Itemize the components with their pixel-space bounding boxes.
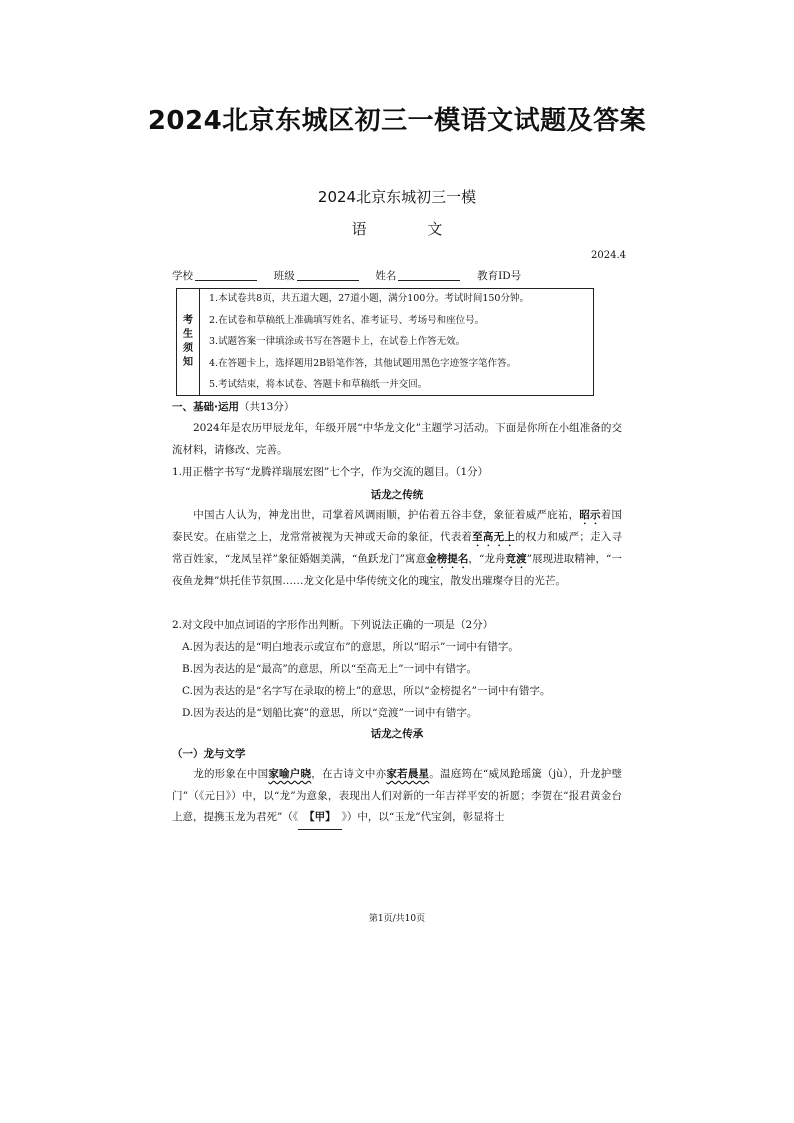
wavy-word-jiayuhuxiao: 家喻户晓 [268, 768, 312, 780]
notice-item: 4.在答题卡上，选择题用2B铅笔作答，其他试题用黑色字迹签字笔作答。 [209, 357, 517, 369]
document-title: 2024北京东城区初三一模语文试题及答案 [147, 106, 647, 136]
dotted-word-zhaoshi: 昭示 [579, 509, 601, 521]
notice-item: 2.在试卷和草稿纸上准确填写姓名、准考证号、考场号和座位号。 [209, 314, 485, 326]
tradition-passage [172, 505, 622, 593]
notice-item: 3.试题答案一律填涂或书写在答题卡上，在试卷上作答无效。 [209, 336, 466, 347]
option-b: B.因为表达的是“最高”的意思，所以“至高无上”一词中有错字。 [182, 663, 478, 675]
subsection-title: （一）龙与文学 [172, 748, 246, 760]
notice-items [209, 292, 589, 400]
edu-id-label: 教育ID号 [477, 270, 522, 282]
heading-tradition: 话龙之传统 [370, 489, 424, 501]
notice-label-char: 知 [183, 357, 193, 368]
passage-text: 着国泰民安。在庙堂之上，龙常常被视为天神或天命的象征，代表着 [172, 509, 623, 543]
passage-text: ，在古诗文中亦 [311, 768, 387, 780]
notice-label-char: 生 [183, 329, 193, 340]
notice-item: 5.考试结束，将本试卷、答题卡和草稿纸一并交回。 [209, 379, 428, 390]
student-info-fields [172, 268, 523, 283]
notice-label [177, 289, 200, 395]
dotted-word-zhigaowushang: 至高无上 [472, 531, 516, 543]
answer-blank-jia: 【甲】 [298, 807, 342, 830]
passage-text: 龙的形象在中国 [193, 768, 269, 780]
option-d: D.因为表达的是“划船比赛”的意思，所以“竞渡”一词中有错字。 [182, 707, 478, 719]
passage-text: ，“龙舟 [468, 553, 506, 565]
class-blank [297, 280, 359, 281]
class-label: 班级 [273, 270, 295, 282]
exam-date: 2024.4 [591, 250, 626, 261]
passage-text: 的权力和威严；走入寻常百姓家，“龙凤呈祥”象征婚姻美满，“鱼跃龙门”寓意 [172, 531, 623, 565]
exam-title: 2024北京东城初三一模 [317, 188, 477, 206]
passage-text: 中国古人认为，神龙出世，司掌着风调雨顺，护佑着五谷丰登，象征着威严庇祐， [193, 509, 580, 521]
intro-text: 2024年是农历甲辰龙年，年级开展“中华龙文化”主题学习活动。下面是你所在小组准备的交流材料，请修改、完善。 [172, 422, 622, 456]
question-2-stem: 2.对文段中加点词语的字形作出判断。下列说法正确的一项是（2分） [172, 619, 494, 631]
intro-paragraph [172, 418, 622, 461]
dotted-word-jingdu: 竞渡 [505, 553, 527, 565]
question-1: 1.用正楷字书写“龙腾祥瑞展宏图”七个字，作为交流的题目。（1分） [172, 466, 489, 478]
dotted-word-jinbangtiming: 金榜提名 [426, 553, 469, 565]
wavy-word-ruochenxing: 家若晨星 [386, 768, 430, 780]
school-blank [195, 280, 257, 281]
literature-passage [172, 764, 622, 830]
option-c: C.因为表达的是“名字写在录取的榜上”的意思，所以“金榜提名”一词中有错字。 [182, 685, 551, 697]
name-label: 姓名 [375, 270, 397, 282]
notice-item: 1.本试卷共8页，共五道大题，27道小题，满分100分。考试时间150分钟。 [209, 293, 529, 304]
page-footer: 第1页/共10页 [368, 914, 426, 924]
passage-text: 》）中，以“玉龙”代宝剑，彰显将士 [341, 811, 505, 823]
passage-text: ”展现进取精神，“一夜鱼龙舞”烘托佳节氛围……龙文化是中华传统文化的瑰宝，散发出璀璨夺目的光芒。 [172, 553, 622, 587]
passage-text: 。温庭筠在“威凤跄瑶簴（jù），升龙护璧门”（《元日》）中，以“龙”为意象，表现出人们对新的一年吉祥平安的祈愿；李贺在“报君黄金台上意，提携玉龙为君死”（《 [172, 768, 623, 823]
option-a: A.因为表达的是“明白地表示或宣布”的意思，所以“昭示”一词中有错字。 [182, 641, 519, 653]
section-score: （共13分） [239, 401, 295, 413]
heading-inherit: 话龙之传承 [370, 728, 424, 740]
school-label: 学校 [172, 270, 193, 282]
section-title: 一、基础·运用 [172, 401, 239, 413]
name-blank [398, 280, 460, 281]
notice-label-char: 考 [183, 315, 193, 326]
section-heading [172, 399, 294, 414]
exam-notice-box [176, 288, 594, 396]
notice-label-char: 须 [183, 343, 193, 354]
subject-title: 语 文 [351, 220, 471, 238]
